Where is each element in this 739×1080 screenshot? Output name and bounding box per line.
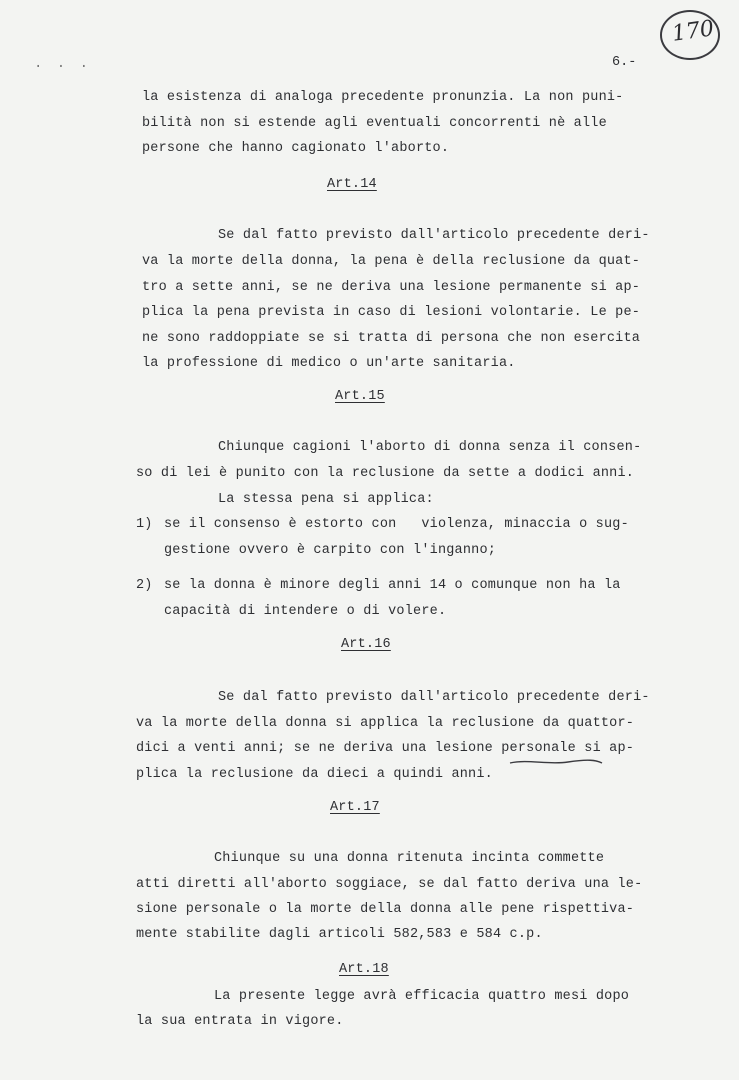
art14-line-5: ne sono raddoppiate se si tratta di persona che non esercita [142, 331, 641, 346]
art18-line-2: la sua entrata in vigore. [136, 1014, 344, 1029]
art17-line-2: atti diretti all'aborto soggiace, se dal fatto deriva una le- [136, 877, 643, 892]
art15-line-2: so di lei è punito con la reclusione da sette a dodici anni. [136, 466, 635, 481]
art16-line-2: va la morte della donna si applica la reclusione da quattor- [136, 716, 635, 731]
corner-mark: . . . [34, 56, 92, 72]
art16-line-3: dici a venti anni; se ne deriva una lesione personale si ap- [136, 741, 635, 756]
art17-line-4: mente stabilite dagli articoli 582,583 e 584 c.p. [136, 927, 543, 942]
art16-line-1: Se dal fatto previsto dall'articolo precedente deri- [218, 690, 650, 705]
art15-item-2-line-2: capacità di intendere o di volere. [164, 604, 447, 619]
art15-item-1-line-2: gestione ovvero è carpito con l'inganno; [164, 543, 497, 558]
intro-line-2: bilità non si estende agli eventuali concorrenti nè alle [142, 116, 607, 131]
art18-line-1: La presente legge avrà efficacia quattro mesi dopo [214, 989, 630, 1004]
art15-item-1-marker: 1) [136, 517, 153, 532]
art18-heading: Art.18 [339, 962, 389, 977]
art15-item-2-line-1: se la donna è minore degli anni 14 o comunque non ha la [164, 578, 621, 593]
art17-heading: Art.17 [330, 800, 380, 815]
art15-heading: Art.15 [335, 389, 385, 404]
art15-line-1: Chiunque cagioni l'aborto di donna senza il consen- [218, 440, 642, 455]
intro-line-1: la esistenza di analoga precedente pronunzia. La non puni- [142, 90, 624, 105]
art14-line-6: la professione di medico o un'arte sanitaria. [142, 356, 516, 371]
page-stamp [660, 10, 720, 60]
art17-line-3: sione personale o la morte della donna alle pene rispettiva- [136, 902, 635, 917]
art15-line-3: La stessa pena si applica: [218, 492, 434, 507]
art17-line-1: Chiunque su una donna ritenuta incinta commette [214, 851, 605, 866]
intro-line-3: persone che hanno cagionato l'aborto. [142, 141, 450, 156]
page-number: 6.- [612, 55, 637, 70]
art16-line-4: plica la reclusione da dieci a quindi anni. [136, 767, 493, 782]
art15-item-2-marker: 2) [136, 578, 153, 593]
art14-line-3: tro a sette anni, se ne deriva una lesione permanente si ap- [142, 280, 641, 295]
stamp-number: 170 [670, 16, 716, 47]
art15-item-1-line-1: se il consenso è estorto con violenza, minaccia o sug- [164, 517, 629, 532]
art14-line-1: Se dal fatto previsto dall'articolo precedente deri- [218, 228, 650, 243]
handwritten-underline [508, 757, 604, 767]
art14-heading: Art.14 [327, 177, 377, 192]
art14-line-4: plica la pena prevista in caso di lesioni volontarie. Le pe- [142, 305, 641, 320]
art14-line-2: va la morte della donna, la pena è della reclusione da quat- [142, 254, 641, 269]
art16-heading: Art.16 [341, 637, 391, 652]
